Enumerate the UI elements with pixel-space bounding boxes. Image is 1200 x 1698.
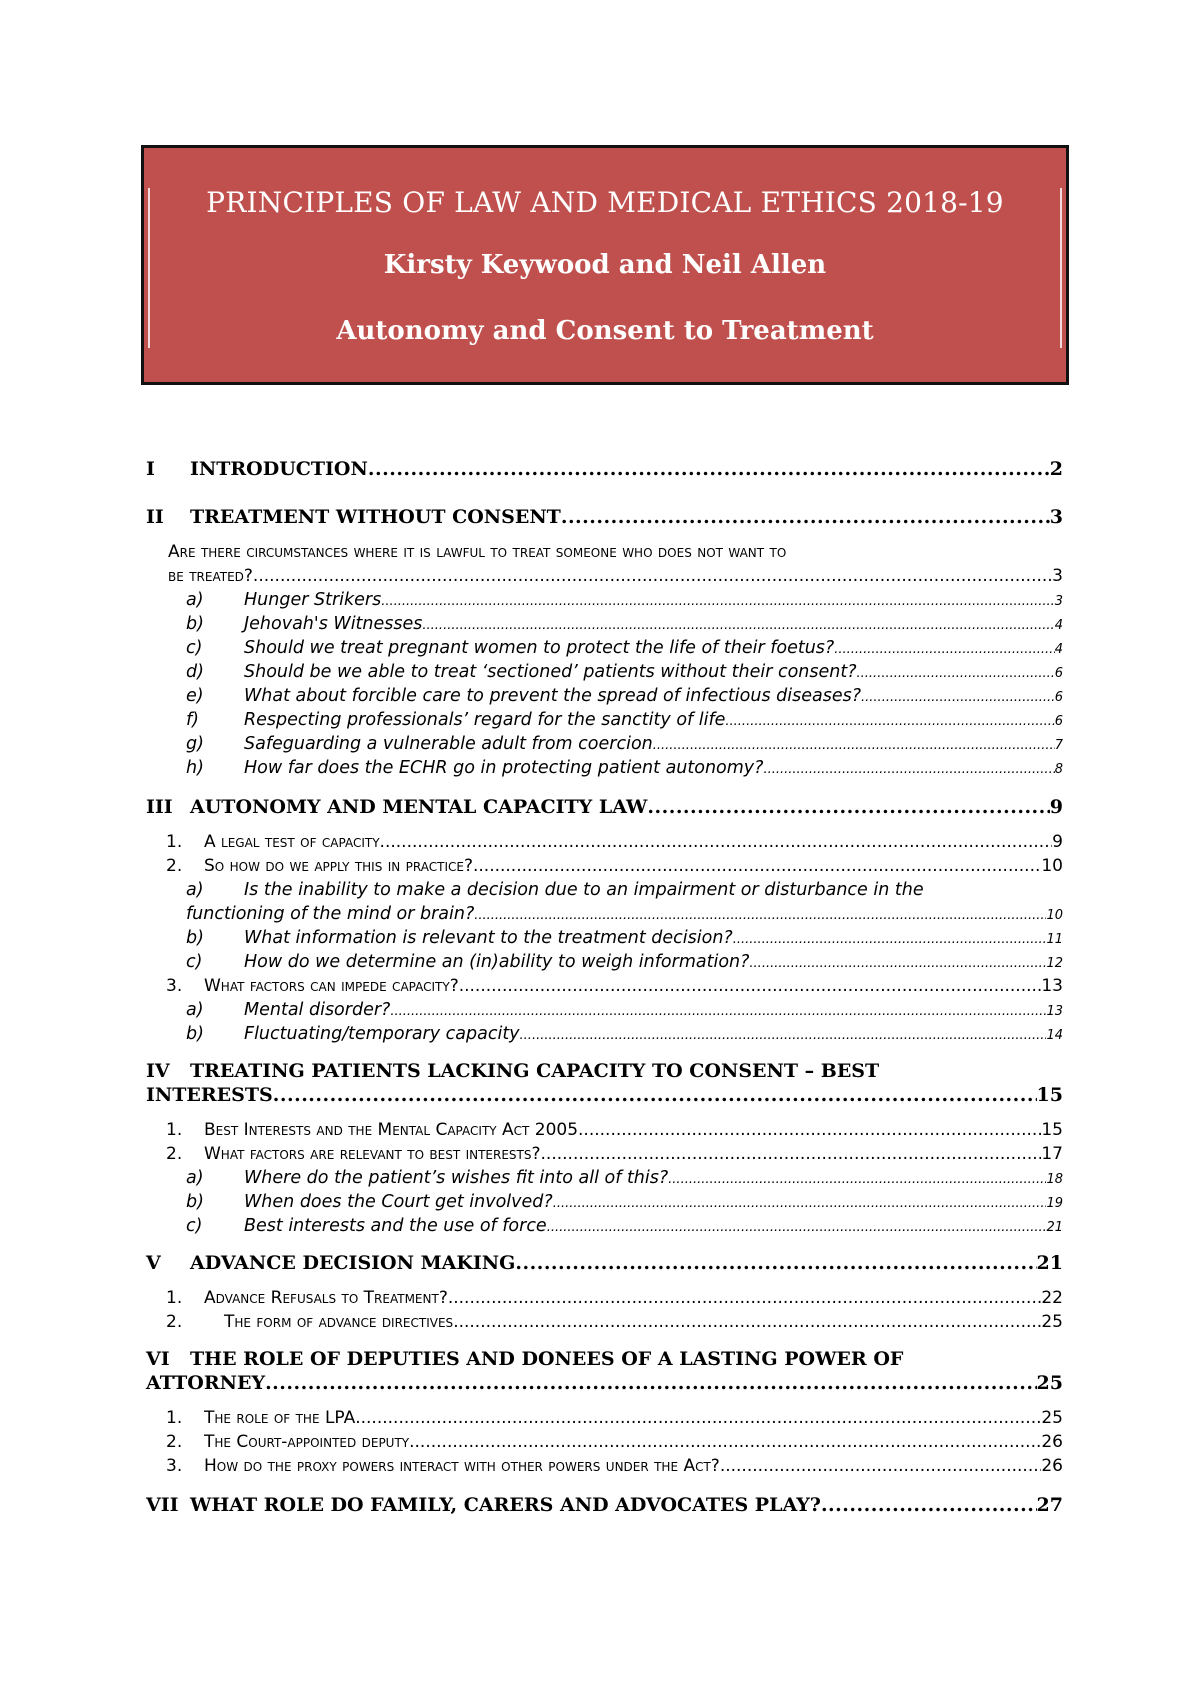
leader-dots xyxy=(422,618,1054,633)
section-title: INTERESTS xyxy=(146,1084,273,1106)
section-number: I xyxy=(146,458,155,480)
page-number: 6 xyxy=(1054,666,1063,681)
toc-subentry-role-of-lpa[interactable] xyxy=(146,1408,1063,1428)
page-number: 25 xyxy=(1036,1372,1063,1394)
item-marker: 1. xyxy=(166,1408,183,1428)
page-number: 13 xyxy=(1046,1004,1063,1019)
toc-entry-mental-capacity-law[interactable] xyxy=(146,796,1063,818)
page-number: 14 xyxy=(1046,1028,1063,1043)
item-text: Where do the patient’s wishes fit into all of this? xyxy=(244,1168,669,1188)
subentry-text: What factors are relevant to best interests? xyxy=(204,1144,541,1164)
item-text: How far does the ECHR go in protecting patient autonomy? xyxy=(244,758,764,778)
toc-subentry-advance-directives[interactable] xyxy=(146,1312,1063,1332)
subentry-text: How do the proxy powers interact with other powers under the Act? xyxy=(204,1456,720,1476)
leader-dots xyxy=(821,1494,1037,1516)
toc-item-pregnant-women[interactable] xyxy=(146,638,1063,658)
leader-dots xyxy=(253,566,1052,586)
item-marker: e) xyxy=(186,686,204,706)
leader-dots xyxy=(763,762,1054,777)
leader-dots xyxy=(541,1144,1042,1164)
leader-dots xyxy=(515,1252,1036,1274)
page-number: 6 xyxy=(1054,690,1063,705)
page-number: 10 xyxy=(1046,908,1063,923)
item-marker: a) xyxy=(186,1168,204,1188)
item-marker: f) xyxy=(186,710,199,730)
toc-item-echr[interactable] xyxy=(146,758,1063,778)
item-marker: b) xyxy=(186,1192,204,1212)
toc-entry-treatment-without-consent[interactable] xyxy=(146,506,1063,528)
item-text: Safeguarding a vulnerable adult from coercion xyxy=(244,734,653,754)
item-text: How do we determine an (in)ability to weigh information? xyxy=(244,952,750,972)
leader-dots xyxy=(390,1004,1046,1019)
item-text: What about forcible care to prevent the spread of infectious diseases? xyxy=(244,686,862,706)
item-text: When does the Court get involved? xyxy=(244,1192,553,1212)
toc-item-relevant-information[interactable] xyxy=(146,928,1063,948)
item-marker: 2. xyxy=(166,856,183,876)
page-number: 11 xyxy=(1046,932,1063,947)
toc-item-use-of-force[interactable] xyxy=(146,1216,1063,1236)
page-number: 21 xyxy=(1036,1252,1063,1274)
toc-item-sectioned-patients[interactable] xyxy=(146,662,1063,682)
subentry-text: A legal test of capacity xyxy=(204,832,380,852)
leader-dots xyxy=(473,856,1041,876)
toc-item-sanctity-of-life[interactable] xyxy=(146,710,1063,730)
toc-entry-deputies-line1[interactable] xyxy=(146,1348,1063,1370)
item-marker: 2. xyxy=(166,1312,183,1332)
toc-entry-introduction[interactable] xyxy=(146,458,1063,480)
page-number: 22 xyxy=(1041,1288,1063,1308)
toc-subentry-advance-refusals[interactable] xyxy=(146,1288,1063,1308)
page-number: 3 xyxy=(1052,566,1063,586)
subentry-text: Advance Refusals to Treatment? xyxy=(204,1288,448,1308)
subentry-text: Best Interests and the Mental Capacity Act 2005 xyxy=(204,1120,579,1140)
toc-item-weigh-information[interactable] xyxy=(146,952,1063,972)
toc-item-vulnerable-adult[interactable] xyxy=(146,734,1063,754)
item-text: Is the inability to make a decision due to an impairment or disturbance in the xyxy=(244,880,924,900)
section-title: TREATING PATIENTS LACKING CAPACITY TO CONSENT – BEST xyxy=(190,1060,880,1082)
leader-dots xyxy=(720,1456,1042,1476)
subentry-text: What factors can impede capacity? xyxy=(204,976,459,996)
page-number: 2 xyxy=(1049,458,1063,480)
leader-dots xyxy=(380,832,1053,852)
toc-item-infectious-diseases[interactable] xyxy=(146,686,1063,706)
toc-item-fluctuating-capacity[interactable] xyxy=(146,1024,1063,1044)
leader-dots xyxy=(861,690,1055,705)
leader-dots xyxy=(448,1288,1042,1308)
page-number: 3 xyxy=(1049,506,1063,528)
item-text: Jehovah's Witnesses xyxy=(244,614,423,634)
page-number: 27 xyxy=(1036,1494,1063,1516)
toc-entry-family-carers[interactable] xyxy=(146,1494,1063,1516)
item-marker: h) xyxy=(186,758,204,778)
leader-dots xyxy=(561,506,1050,528)
item-text: Best interests and the use of force xyxy=(244,1216,547,1236)
item-marker: b) xyxy=(186,928,204,948)
page-number: 9 xyxy=(1052,832,1063,852)
item-marker: 1. xyxy=(166,1120,183,1140)
item-marker: b) xyxy=(186,1024,204,1044)
page-number: 8 xyxy=(1054,762,1063,777)
authors: Kirsty Keywood and Neil Allen xyxy=(383,250,827,280)
page-number: 13 xyxy=(1041,976,1063,996)
section-title: WHAT ROLE DO FAMILY, CARERS AND ADVOCATES PLAY? xyxy=(190,1494,821,1516)
item-text: Should we treat pregnant women to protect the life of their foetus? xyxy=(244,638,835,658)
item-marker: a) xyxy=(186,880,204,900)
item-text: What information is relevant to the treatment decision? xyxy=(244,928,733,948)
toc-item-impairment-line1[interactable] xyxy=(146,880,1063,900)
subentry-text: The Court-appointed deputy xyxy=(204,1432,410,1452)
toc-subentry-proxy-powers[interactable] xyxy=(146,1456,1063,1476)
page-number: 25 xyxy=(1041,1408,1063,1428)
title-banner xyxy=(141,145,1069,385)
item-marker: d) xyxy=(186,662,204,682)
page-number: 3 xyxy=(1054,594,1063,609)
section-title: AUTONOMY AND MENTAL CAPACITY LAW xyxy=(190,796,648,818)
toc-subentry-mca-2005[interactable] xyxy=(146,1120,1063,1140)
leader-dots xyxy=(668,1172,1046,1187)
toc-subentry-court-deputy[interactable] xyxy=(146,1432,1063,1452)
section-title: ADVANCE DECISION MAKING xyxy=(190,1252,516,1274)
toc-subentry-legal-test[interactable] xyxy=(146,832,1063,852)
subentry-text: Are there circumstances where it is lawful to treat someone who does not want to xyxy=(168,542,787,562)
leader-dots xyxy=(453,1312,1041,1332)
item-text: Hunger Strikers xyxy=(244,590,382,610)
leader-dots xyxy=(459,976,1042,996)
item-marker: 1. xyxy=(166,1288,183,1308)
item-marker: c) xyxy=(186,638,203,658)
section-title: INTRODUCTION xyxy=(190,458,368,480)
leader-dots xyxy=(381,594,1055,609)
item-text: Mental disorder? xyxy=(244,1000,391,1020)
leader-dots xyxy=(647,796,1049,818)
item-marker: b) xyxy=(186,614,204,634)
item-marker: c) xyxy=(186,952,203,972)
item-text: functioning of the mind or brain? xyxy=(186,904,475,924)
page-number: 7 xyxy=(1054,738,1063,753)
leader-dots xyxy=(355,1408,1041,1428)
subentry-text: So how do we apply this in practice? xyxy=(204,856,473,876)
item-marker: a) xyxy=(186,590,204,610)
toc-entry-advance-decision[interactable] xyxy=(146,1252,1063,1274)
page-number: 4 xyxy=(1054,618,1063,633)
item-marker: c) xyxy=(186,1216,203,1236)
toc-item-mental-disorder[interactable] xyxy=(146,1000,1063,1020)
subentry-text: be treated? xyxy=(168,566,253,586)
page-number: 9 xyxy=(1049,796,1063,818)
item-text: Respecting professionals’ regard for the sanctity of life xyxy=(244,710,726,730)
page-number: 26 xyxy=(1041,1456,1063,1476)
item-marker: 2. xyxy=(166,1144,183,1164)
leader-dots xyxy=(547,1220,1047,1235)
page-number: 10 xyxy=(1041,856,1063,876)
subentry-text: The role of the LPA xyxy=(204,1408,356,1428)
toc-entry-best-interests-line1[interactable] xyxy=(146,1060,1063,1082)
toc-subentry-lawful-treatment[interactable] xyxy=(146,566,1063,586)
page-number: 15 xyxy=(1041,1120,1063,1140)
page-number: 15 xyxy=(1036,1084,1063,1106)
page-number: 19 xyxy=(1046,1196,1063,1211)
page-number: 17 xyxy=(1041,1144,1063,1164)
item-marker: 3. xyxy=(166,976,183,996)
section-title: ATTORNEY xyxy=(146,1372,266,1394)
leader-dots xyxy=(553,1196,1047,1211)
leader-dots xyxy=(857,666,1055,681)
section-title: TREATMENT WITHOUT CONSENT xyxy=(190,506,561,528)
leader-dots xyxy=(653,738,1055,753)
topic-title: Autonomy and Consent to Treatment xyxy=(336,316,874,346)
section-number: VI xyxy=(146,1348,170,1370)
toc-item-impairment[interactable] xyxy=(146,904,1063,924)
toc-subentry-line1[interactable] xyxy=(146,542,1063,562)
subentry-text: The form of advance directives xyxy=(224,1312,454,1332)
page-number: 12 xyxy=(1046,956,1063,971)
item-marker: 3. xyxy=(166,1456,183,1476)
page-number: 25 xyxy=(1041,1312,1063,1332)
toc-entry-deputies[interactable] xyxy=(146,1372,1063,1394)
section-number: II xyxy=(146,506,164,528)
toc-item-hunger-strikers[interactable] xyxy=(146,590,1063,610)
toc-item-patient-wishes[interactable] xyxy=(146,1168,1063,1188)
toc-subentry-apply-in-practice[interactable] xyxy=(146,856,1063,876)
toc-item-court-involved[interactable] xyxy=(146,1192,1063,1212)
section-number: III xyxy=(146,796,173,818)
leader-dots xyxy=(409,1432,1041,1452)
item-marker: 1. xyxy=(166,832,183,852)
item-text: Should be we able to treat ‘sectioned’ patients without their consent? xyxy=(244,662,857,682)
section-number: V xyxy=(146,1252,161,1274)
toc-subentry-relevant-factors[interactable] xyxy=(146,1144,1063,1164)
leader-dots xyxy=(725,714,1054,729)
item-marker: a) xyxy=(186,1000,204,1020)
leader-dots xyxy=(733,932,1047,947)
section-number: IV xyxy=(146,1060,170,1082)
toc-entry-best-interests[interactable] xyxy=(146,1084,1063,1106)
leader-dots xyxy=(520,1028,1047,1043)
leader-dots xyxy=(578,1120,1041,1140)
leader-dots xyxy=(265,1372,1036,1394)
item-text: Fluctuating/temporary capacity xyxy=(244,1024,520,1044)
page-number: 18 xyxy=(1046,1172,1063,1187)
page-number: 26 xyxy=(1041,1432,1063,1452)
toc-item-jehovahs-witnesses[interactable] xyxy=(146,614,1063,634)
leader-dots xyxy=(474,908,1046,923)
leader-dots xyxy=(273,1084,1037,1106)
toc-subentry-impede-capacity[interactable] xyxy=(146,976,1063,996)
page-number: 6 xyxy=(1054,714,1063,729)
page-number: 21 xyxy=(1046,1220,1063,1235)
course-title: PRINCIPLES OF LAW AND MEDICAL ETHICS 2018-19 xyxy=(206,186,1004,219)
section-title: THE ROLE OF DEPUTIES AND DONEES OF A LASTING POWER OF xyxy=(190,1348,904,1370)
leader-dots xyxy=(368,458,1050,480)
section-number: VII xyxy=(146,1494,179,1516)
leader-dots xyxy=(749,956,1046,971)
page-number: 4 xyxy=(1054,642,1063,657)
item-marker: 2. xyxy=(166,1432,183,1452)
leader-dots xyxy=(834,642,1055,657)
item-marker: g) xyxy=(186,734,204,754)
